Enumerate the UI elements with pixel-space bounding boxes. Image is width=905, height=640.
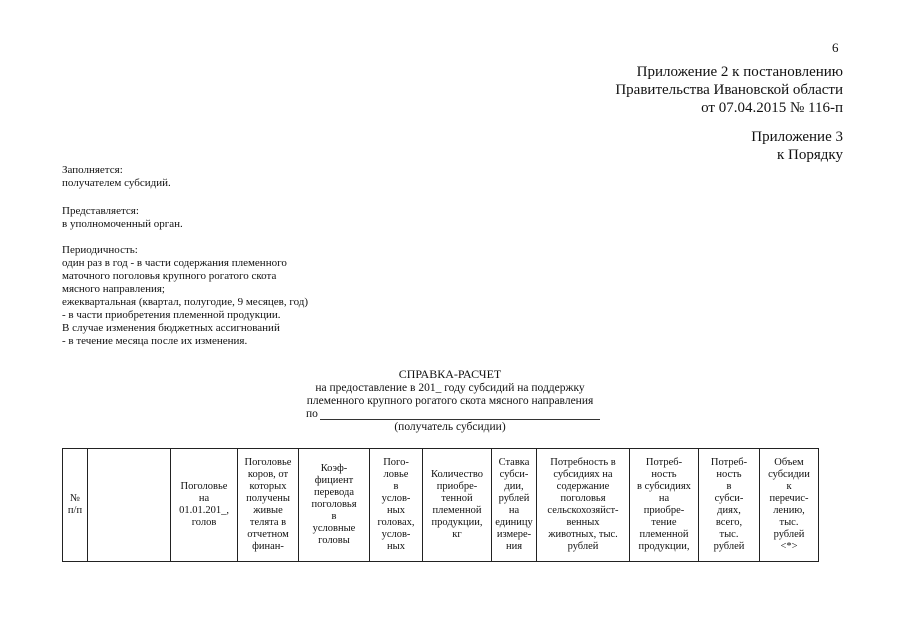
page-number: 6 xyxy=(832,40,839,55)
periodicity-text: Периодичность: один раз в год - в части содержания племенного маточного поголовья крупного рогатого скота мясного направления; ежеквартальная (квартал, полугодие, 9 месяцев, год) - в части приобретения племенной продукции. В случае изменения бюджетных ассигнований - в течение месяца после их изменения. xyxy=(62,244,309,347)
calculation-table xyxy=(62,448,819,562)
appendix3-header xyxy=(751,128,843,164)
table-header-cell: Пого- ловье в услов- ных головах, услов- ных xyxy=(370,449,423,562)
table-header-cell: Поголовье коров, от которых получены живые телята в отчетном финан- xyxy=(238,449,299,562)
table-header-cell: Потреб- ность в субсидиях на приобре- тение племенной продукции, xyxy=(630,449,699,562)
recipient-line xyxy=(320,419,600,420)
appendix2-line1: Приложение 2 к постановлению xyxy=(636,64,843,80)
table-header-cell: Ставка субси- дии, рублей на единицу измере- ния xyxy=(492,449,537,562)
table-header-cell: № п/п xyxy=(63,449,88,562)
document-subtitle-1: на предоставление в 201_ году субсидий на поддержку xyxy=(315,382,585,394)
table-header-cell: Потреб- ность в субси- диях, всего, тыс. рублей xyxy=(699,449,760,562)
appendix3-line2: к Порядку xyxy=(777,147,843,163)
filled-by-text: Заполняется: получателем субсидий. xyxy=(62,164,171,189)
document-title: СПРАВКА-РАСЧЕТ xyxy=(398,367,502,381)
appendix2-header xyxy=(615,63,843,117)
presented-to-text: Представляется: в уполномоченный орган. xyxy=(62,205,183,230)
table-header-cell: Поголовье на 01.01.201_, голов xyxy=(171,449,238,562)
table-header-cell xyxy=(88,449,171,562)
table-header-cell: Потребность в субсидиях на содержание поголовья сельскохозяйст- венных животных, тыс. рублей xyxy=(537,449,630,562)
table-header-row xyxy=(63,449,819,562)
appendix3-line1: Приложение 3 xyxy=(751,129,843,145)
document-subtitle-2: племенного крупного рогатого скота мясного направления xyxy=(306,395,594,407)
po-label: по xyxy=(306,408,318,420)
table-header-cell: Количество приобре- тенной племенной продукции, кг xyxy=(423,449,492,562)
table-header-cell: Коэф- фициент перевода поголовья в условные головы xyxy=(299,449,370,562)
appendix2-line3: от 07.04.2015 № 116-п xyxy=(701,100,843,116)
appendix2-line2: Правительства Ивановской области xyxy=(615,82,843,98)
recipient-caption: (получатель субсидии) xyxy=(394,421,506,433)
table-header-cell: Объем субсидии к перечис- лению, тыс. рублей <*> xyxy=(760,449,819,562)
